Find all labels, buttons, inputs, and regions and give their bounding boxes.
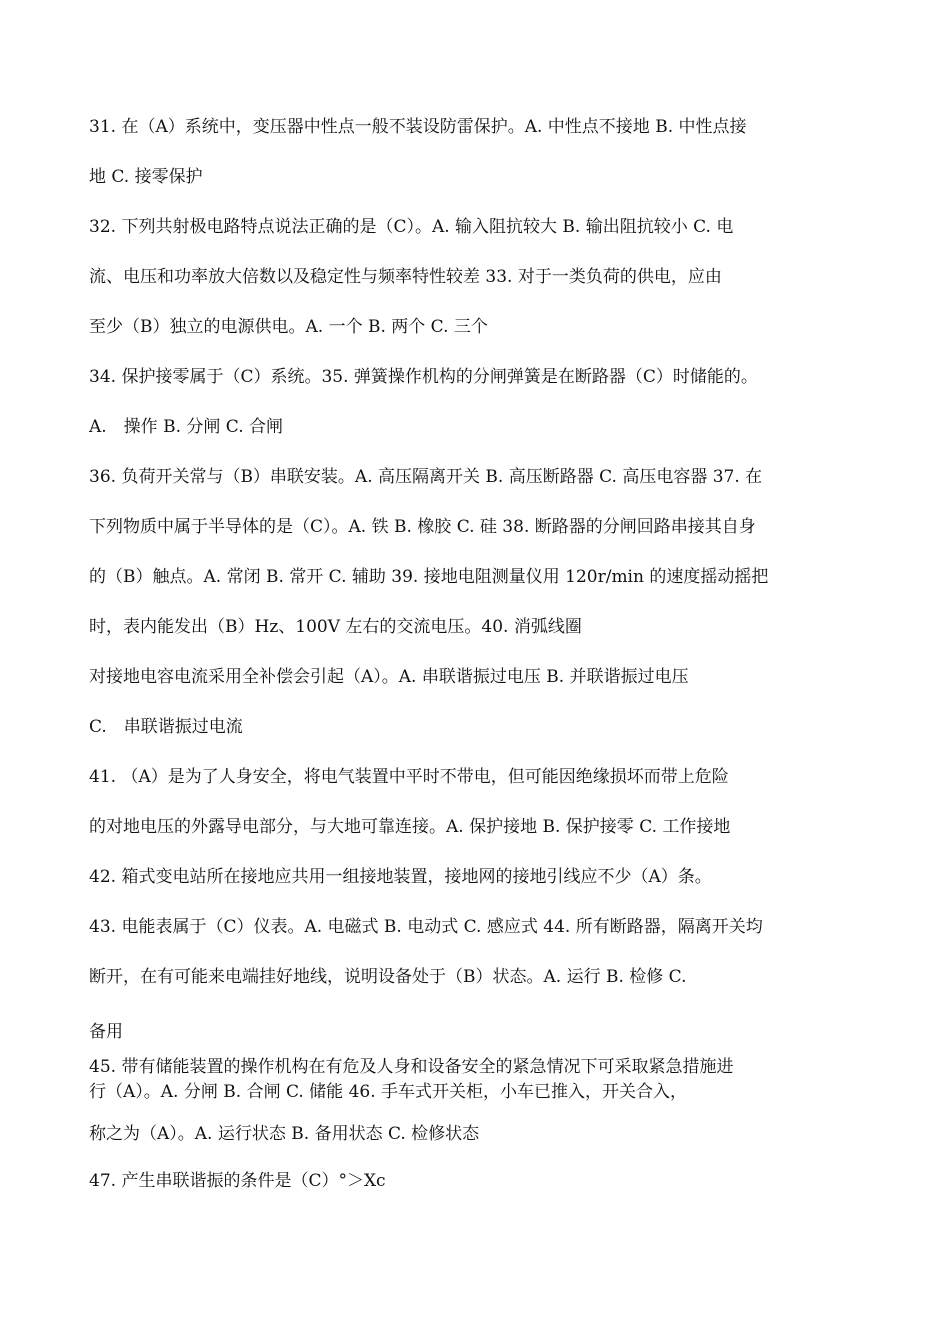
text-line: A. 操作 B. 分闸 C. 合闸 [89,417,283,437]
text-line: C. 串联谐振过电流 [89,717,243,737]
text-line: 36. 负荷开关常与（B）串联安装。A. 高压隔离开关 B. 高压断路器 C. 高压电容器 37. 在 [89,467,763,487]
text-line: 称之为（A）。A. 运行状态 B. 备用状态 C. 检修状态 [89,1124,480,1144]
text-line: 45. 带有储能装置的操作机构在有危及人身和设备安全的紧急情况下可采取紧急措施进 [89,1057,734,1077]
text-line: 备用 [89,1022,123,1042]
text-line: 流、电压和功率放大倍数以及稳定性与频率特性较差 33. 对于一类负荷的供电，应由 [89,267,722,287]
text-line: 42. 箱式变电站所在接地应共用一组接地装置，接地网的接地引线应不少（A）条。 [89,867,712,887]
text-line: 的（B）触点。A. 常闭 B. 常开 C. 辅助 39. 接地电阻测量仪用 120r/min 的速度摇动摇把 [89,567,769,587]
text-line: 时，表内能发出（B）Hz、100V 左右的交流电压。40. 消弧线圈 [89,617,582,637]
text-line: 的对地电压的外露导电部分，与大地可靠连接。A. 保护接地 B. 保护接零 C. 工作接地 [89,817,731,837]
text-line: 行（A）。A. 分闸 B. 合闸 C. 储能 46. 手车式开关柜，小车已推入，开关合入， [89,1082,688,1102]
text-line: 31. 在（A）系统中，变压器中性点一般不装设防雷保护。A. 中性点不接地 B. 中性点接 [89,117,747,137]
text-line: 地 C. 接零保护 [89,167,203,187]
text-line: 至少（B）独立的电源供电。A. 一个 B. 两个 C. 三个 [89,317,488,337]
text-line: 断开，在有可能来电端挂好地线，说明设备处于（B）状态。A. 运行 B. 检修 C. [89,967,687,987]
text-line: 43. 电能表属于（C）仪表。A. 电磁式 B. 电动式 C. 感应式 44. 所有断路器，隔离开关均 [89,917,763,937]
text-line: 41. （A）是为了人身安全，将电气装置中平时不带电，但可能因绝缘损坏而带上危险 [89,767,729,787]
text-line: 对接地电容电流采用全补偿会引起（A）。A. 串联谐振过电压 B. 并联谐振过电压 [89,667,689,687]
text-line: 47. 产生串联谐振的条件是（C）°＞Xc [89,1171,386,1191]
text-line: 34. 保护接零属于（C）系统。35. 弹簧操作机构的分闸弹簧是在断路器（C）时储能的。 [89,367,758,387]
text-line: 32. 下列共射极电路特点说法正确的是（C）。A. 输入阻抗较大 B. 输出阻抗较小 C. 电 [89,217,734,237]
text-line: 下列物质中属于半导体的是（C）。A. 铁 B. 橡胶 C. 硅 38. 断路器的分闸回路串接其自身 [89,517,756,537]
